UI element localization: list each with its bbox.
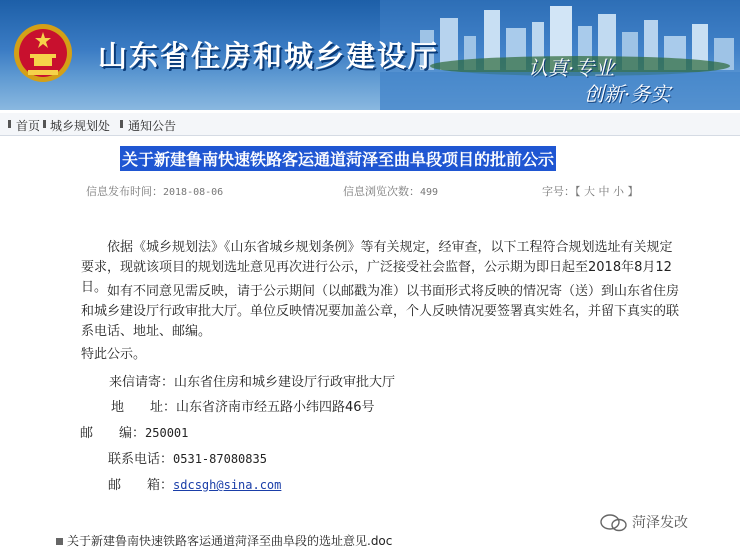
national-emblem-icon	[12, 22, 74, 84]
postcode-value: 250001	[145, 426, 189, 440]
attachment-row	[56, 532, 392, 549]
views-count: 499	[420, 187, 439, 198]
view-count-info	[343, 183, 438, 199]
attachment-link[interactable]: 关于新建鲁南快速铁路客运通道菏泽至曲阜段的选址意见.doc	[67, 534, 393, 548]
article-title: 关于新建鲁南快速铁路客运通道菏泽至曲阜段项目的批前公示	[120, 146, 556, 171]
breadcrumb-separator	[43, 120, 46, 128]
email-label: 邮 箱：	[108, 478, 174, 493]
watermark	[600, 512, 688, 532]
watermark-text: 菏泽发改	[632, 515, 688, 531]
breadcrumb-separator	[120, 120, 123, 128]
mail-to-line: 来信请寄：山东省住房和城乡建设厅行政审批大厅	[109, 375, 396, 390]
publish-info	[86, 183, 223, 199]
phone-line	[108, 448, 267, 467]
slogan-line-2: 创新·务实	[584, 82, 671, 106]
article-paragraph-2: 如有不同意见需反映，请于公示期间（以邮戳为准）以书面形式将反映的情况寄（送）到山东省住房和城乡建设厅行政审批大厅。单位反映情况要加盖公章，个人反映情况要签署真实姓名，并留下真实的联系电话、地址、邮编。	[81, 284, 680, 339]
views-label: 信息浏览次数：	[343, 185, 420, 198]
postcode-line	[80, 422, 188, 441]
breadcrumb-planning-link[interactable]: 城乡规划处	[50, 119, 111, 133]
breadcrumb-notice-link[interactable]: 通知公告	[128, 119, 177, 133]
publish-label: 信息发布时间：	[86, 185, 163, 198]
site-banner	[0, 0, 740, 110]
phone-label: 联系电话：	[108, 452, 174, 467]
article-paragraph-3: 特此公示。	[81, 347, 147, 362]
font-size-control[interactable]: 字号：【 大 中 小 】	[542, 185, 639, 198]
wechat-icon	[600, 514, 628, 532]
breadcrumb-home-link[interactable]: 首页	[16, 119, 41, 133]
site-title: 山东省住房和城乡建设厅	[98, 39, 440, 73]
email-line	[108, 474, 281, 493]
breadcrumb	[0, 113, 740, 136]
slogan-line-1: 认真·专业	[528, 56, 615, 80]
breadcrumb-separator	[8, 120, 11, 128]
article-paragraph-1: 依据《城乡规划法》《山东省城乡规划条例》等有关规定，经审查，以下工程符合规划选址有关规定要求，现就该项目的规划选址意见再次进行公示，广泛接受社会监督，公示期为即日起至2018年8月12日。	[81, 240, 673, 295]
email-link[interactable]: sdcsgh@sina.com	[173, 478, 282, 492]
attachment-bullet-icon	[56, 538, 63, 545]
publish-date: 2018-08-06	[163, 187, 224, 198]
postcode-label: 邮 编：	[80, 426, 146, 441]
address-line: 地 址：山东省济南市经五路小纬四路46号	[111, 400, 375, 415]
phone-value: 0531-87080835	[173, 452, 267, 466]
